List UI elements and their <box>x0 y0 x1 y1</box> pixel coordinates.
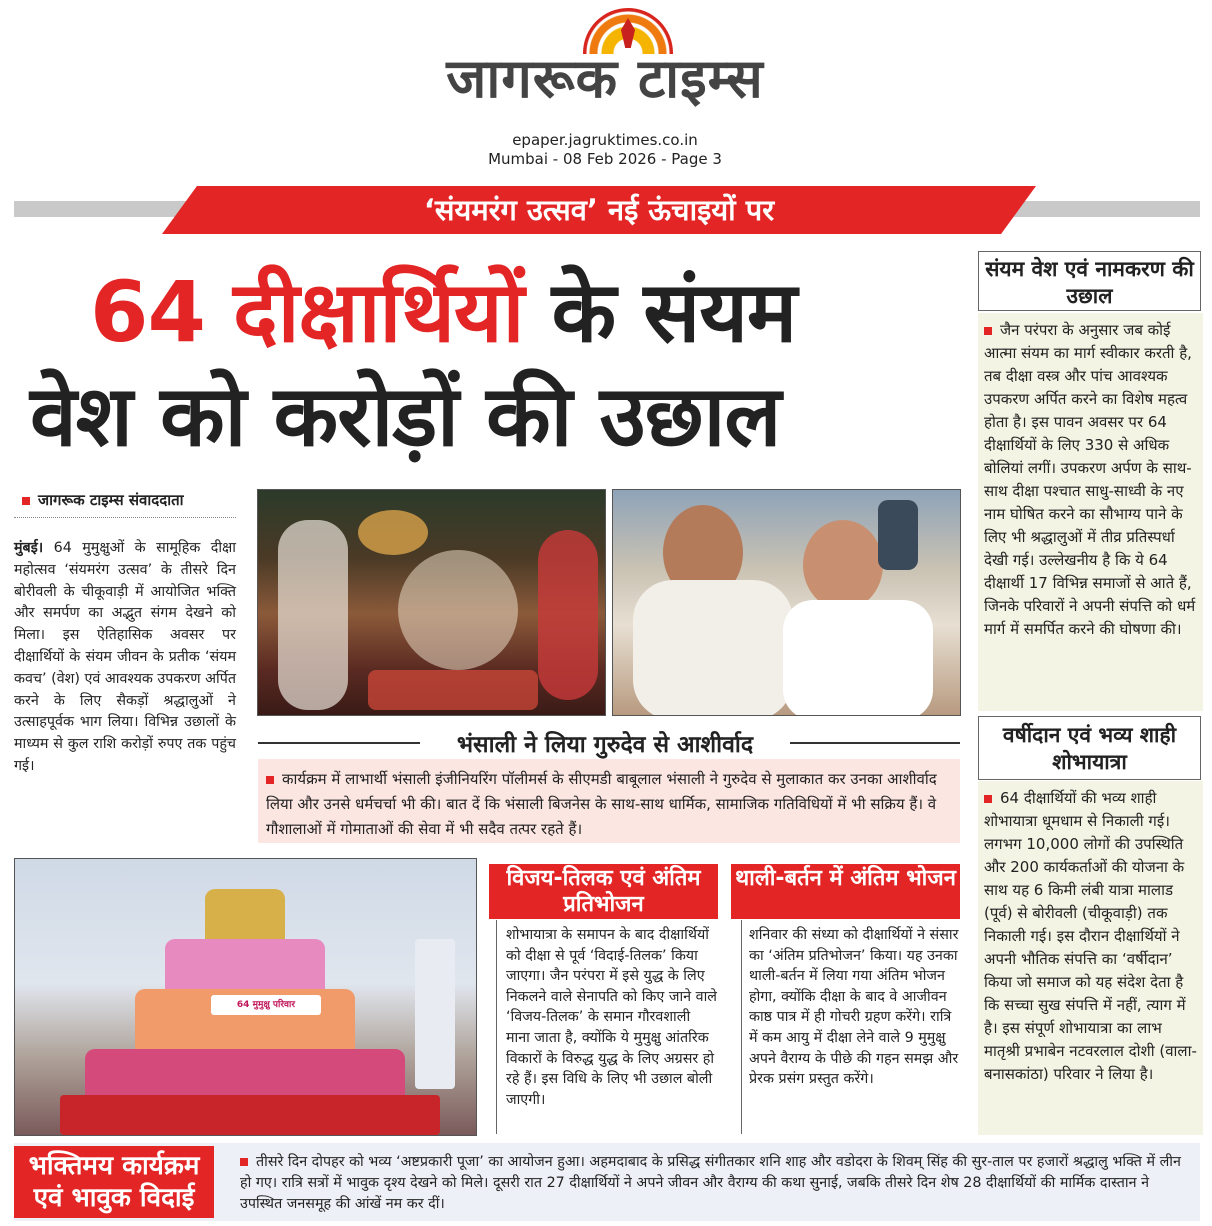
bullet-square-icon <box>266 776 274 784</box>
byline-divider <box>14 517 236 518</box>
dateline: मुंबई। <box>14 540 44 556</box>
right-box-1-text: जैन परंपरा के अनुसार जब कोई आत्मा संयम का मार्ग स्वीकार करती है, तब दीक्षा वस्त्र और पांच आवश्यक उपकरण अर्पित करने का विशेष महत्व होता है। इस पावन अवसर पर 64 दीक्षार्थियों के लिए 330 से अधिक बोलियां लगीं। उपकरण अर्पण के साथ-साथ दीक्षा पश्चात साधु-साध्वी के नए नाम घोषित करने का सौभाग्य पाने के लिए भी श्रद्धालुओं में तीव्र प्रतिस्पर्धा देखी गई। उल्लेखनीय है कि ये 64 दीक्षार्थी 17 विभिन्न समाजों से आते हैं, जिनके परिवारों ने अपनी संपत्ति को धर्म मार्ग में समर्पित करने की घोषणा की। <box>984 321 1196 638</box>
photo-stage-installation <box>14 858 477 1136</box>
bullet-square-icon <box>984 327 992 335</box>
headline-black-part: के संयम <box>523 263 797 361</box>
byline <box>22 490 234 510</box>
vijay-rule <box>496 920 497 1134</box>
right-box-2-title: वर्षीदान एवं भव्य शाही शोभायात्रा <box>1002 723 1177 774</box>
edition-date: Mumbai - 08 Feb 2026 - Page 3 <box>488 150 722 168</box>
left-story-text: 64 मुमुक्षुओं के सामूहिक दीक्षा महोत्सव ‘संयमरंग उत्सव’ के तीसरे दिन बोरीवली के चीकूवाड़ी में आयोजित भक्ति और समर्पण का अद्भुत संगम देखने को मिला। इस ऐतिहासिक अवसर पर दीक्षार्थियों के संयम जीवन के प्रतीक ‘संयम कवच’ (वेश) एवं आवश्यक उपकरण अर्पित करने के लिए सैकड़ों श्रद्धालुओं ने उत्साहपूर्वक भाग लिया। विभिन्न उछालों के माध्यम से कुल राशि करोड़ों रुपए तक पहुंच गई। <box>14 540 236 774</box>
bullet-square-icon <box>22 497 30 505</box>
thali-bartan-title: थाली-बर्तन में अंतिम भोजन <box>731 864 960 919</box>
masthead-logo[interactable]: जागरूक टाइम्स <box>446 47 764 110</box>
site-url[interactable]: epaper.jagruktimes.co.in <box>512 131 698 149</box>
right-box-1-header <box>978 251 1201 311</box>
vijay-tilak-title: विजय-तिलक एवं अंतिम प्रतिभोजन <box>489 864 718 919</box>
photo-abhishek-ritual <box>257 489 606 716</box>
footer-text: तीसरे दिन दोपहर को भव्य ‘अष्टप्रकारी पूजा’ का आयोजन हुआ। अहमदाबाद के प्रसिद्ध संगीतकार शनि शाह और वडोदरा के शिवम् सिंह की सुर-ताल पर हजारों श्रद्धालु भक्ति में लीन हो गए। रात्रि सत्रों में भावुक दृश्य देखने को मिले। दूसरी रात 27 दीक्षार्थियों ने अपने जीवन और वैराग्य की कथा सुनाई, जबकि तीसरे दिन शेष 28 दीक्षार्थियों की मार्मिक दास्तान ने उपस्थित जनसमूह की आंखें नम कर दीं। <box>240 1154 1181 1212</box>
vijay-tilak-body: शोभायात्रा के समापन के बाद दीक्षार्थियों को दीक्षा से पूर्व ‘विदाई-तिलक’ किया जाएगा। जैन परंपरा में इसे युद्ध के लिए निकलने वाले सेनापति को किए जाने वाले ‘विजय-तिलक’ के समान गौरवशाली माना जाता है, क्योंकि ये मुमुक्षु आंतरिक विकारों के विरुद्ध युद्ध के लिए अग्रसर हो रहे हैं। इस विधि के लिए भी उछाल बोली जाएगी। <box>506 927 717 1108</box>
stage-sign: 64 मुमुक्षु परिवार <box>211 995 321 1015</box>
bhansali-heading: भंसाली ने लिया गुरुदेव से आशीर्वाद <box>420 730 790 760</box>
right-box-2-text: 64 दीक्षार्थियों की भव्य शाही शोभायात्रा धूमधाम से निकाली गई। लगभग 10,000 लोगों की उपस्थिति और 200 कार्यकर्ताओं की योजना के साथ यह 6 किमी लंबी यात्रा मालाड (पूर्व) से बोरीवली (चीकूवाड़ी) तक निकाली गई। इस दौरान दीक्षार्थियों ने अपनी भौतिक संपत्ति का ‘वर्षीदान’ किया जो समाज को यह संदेश देता है कि सच्चा सुख संपत्ति में नहीं, त्याग में है। इस संपूर्ण शोभायात्रा का लाभ मातृश्री प्रभाबेन नटवरलाल दोशी (वाला-बनासकांठा) परिवार ने लिया है। <box>984 789 1197 1083</box>
headline-line-2: वेश को करोड़ों की उछाल <box>30 367 781 465</box>
right-box-1-title: संयम वेश एवं नामकरण की उछाल <box>985 257 1194 308</box>
thali-rule <box>741 920 742 1134</box>
photo-bhansali-with-gurudev <box>612 489 961 716</box>
right-box-2-body <box>978 781 1203 1135</box>
right-box-1-body <box>978 313 1203 711</box>
banner-kicker: ‘संयमरंग उत्सव’ नई ऊंचाइयों पर <box>423 193 775 227</box>
thali-bartan-body: शनिवार की संध्या को दीक्षार्थियों ने संसार का ‘अंतिम प्रतिभोजन’ किया। यह उनका थाली-बर्तन में लिया गया अंतिम भोजन होगा, क्योंकि दीक्षा के बाद वे आजीवन काष्ठ पात्र में ही गोचरी ग्रहण करेंगे। रात्रि में कम आयु में दीक्षा लेने वाले 9 मुमुक्षु अपने वैराग्य के पीछे की गहन समझ और प्रेरक प्रसंग प्रस्तुत करेंगे। <box>749 927 959 1088</box>
bhansali-body: कार्यक्रम में लाभार्थी भंसाली इंजीनियरिंग पॉलीमर्स के सीएमडी बाबूलाल भंसाली ने गुरुदेव से मुलाकात कर उनका आशीर्वाद लिया और उनसे धर्मचर्चा भी की। बात दें कि भंसाली बिजनेस के साथ-साथ धार्मिक, सामाजिक गतिविधियों में भी सक्रिय हैं। वे गौशालाओं में गोमाताओं की सेवा में भी सदैव तत्पर रहते हैं। <box>266 770 937 838</box>
bhansali-box <box>258 759 960 843</box>
bullet-square-icon <box>240 1158 248 1166</box>
edition-info <box>420 131 790 169</box>
headline-red-part: 64 दीक्षार्थियों <box>90 263 524 361</box>
footer-title: भक्तिमय कार्यक्रम एवं भावुक विदाई <box>14 1146 214 1218</box>
bullet-square-icon <box>984 795 992 803</box>
left-story-body <box>14 538 236 778</box>
byline-text: जागरूक टाइम्स संवाददाता <box>38 491 184 509</box>
headline-line-1 <box>30 262 960 362</box>
footer-body <box>240 1152 1190 1215</box>
right-box-2-header <box>978 716 1201 780</box>
